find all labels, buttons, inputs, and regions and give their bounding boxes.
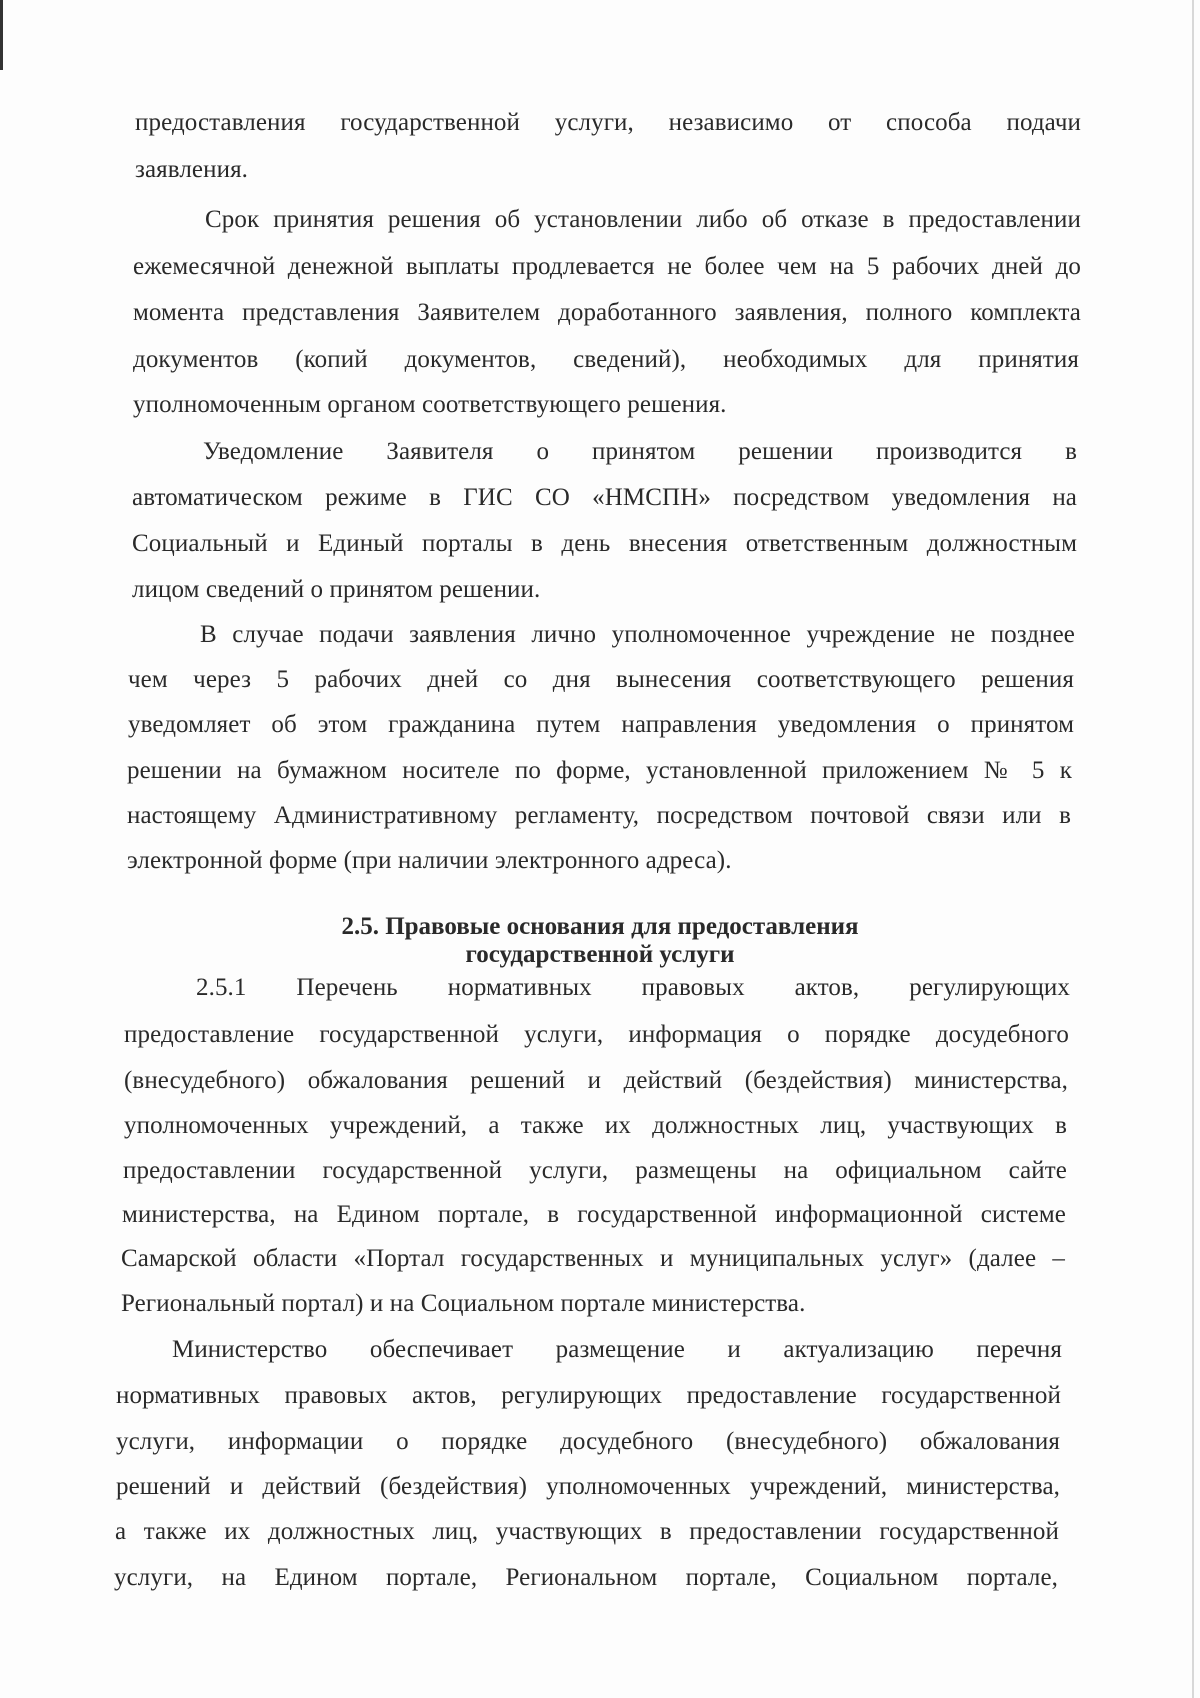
text-line: Социальный и Единый порталы в день внесения ответственным должностным — [132, 530, 1077, 557]
scan-edge-mark — [0, 0, 3, 70]
text-line: момента представления Заявителем доработанного заявления, полного комплекта — [133, 299, 1081, 326]
text-line: Министерство обеспечивает размещение и актуализацию перечня — [172, 1336, 1062, 1363]
text-line: услуги, информации о порядке досудебного (внесудебного) обжалования — [116, 1428, 1060, 1455]
text-line: В случае подачи заявления лично уполномоченное учреждение не позднее — [200, 621, 1075, 648]
text-line: предоставления государственной услуги, независимо от способа подачи — [135, 109, 1081, 136]
text-line: (внесудебного) обжалования решений и действий (бездействия) министерства, — [124, 1067, 1068, 1094]
text-line: предоставлении государственной услуги, размещены на официальном сайте — [123, 1157, 1067, 1184]
text-line: нормативных правовых актов, регулирующих предоставление государственной — [116, 1382, 1061, 1409]
text-line: решении на бумажном носителе по форме, установленной приложением № 5 к — [127, 757, 1072, 784]
text-line: министерства, на Едином портале, в государственной информационной системе — [122, 1201, 1066, 1228]
text-line: лицом сведений о принятом решении. — [132, 576, 541, 603]
text-line: настоящему Административному регламенту, посредством почтовой связи или в — [127, 802, 1071, 829]
text-line: Срок принятия решения об установлении либо об отказе в предоставлении — [205, 206, 1081, 233]
text-line: услуги, на Едином портале, Региональном портале, Социальном портале, — [114, 1564, 1058, 1591]
scan-edge-shadow — [1192, 0, 1194, 1698]
text-line: а также их должностных лиц, участвующих в предоставлении государственной — [115, 1518, 1059, 1545]
text-line: чем через 5 рабочих дней со дня вынесения соответствующего решения — [128, 666, 1074, 693]
text-line: предоставление государственной услуги, информация о порядке досудебного — [124, 1021, 1069, 1048]
text-line: 2.5.1 Перечень нормативных правовых актов, регулирующих — [196, 974, 1070, 1001]
section-heading-line: государственной услуги — [465, 941, 735, 968]
text-line: уведомляет об этом гражданина путем направления уведомления о принятом — [128, 711, 1074, 738]
text-line: уполномоченным органом соответствующего решения. — [133, 391, 727, 418]
text-line: Уведомление Заявителя о принятом решении производится в — [203, 438, 1077, 465]
text-line: автоматическом режиме в ГИС СО «НМСПН» посредством уведомления на — [132, 484, 1077, 511]
text-line: Региональный портал) и на Социальном портале министерства. — [121, 1290, 806, 1317]
text-line: решений и действий (бездействия) уполномоченных учреждений, министерства, — [116, 1473, 1060, 1500]
section-heading-line: 2.5. Правовые основания для предоставления — [341, 913, 859, 940]
text-line: Самарской области «Портал государственных и муниципальных услуг» (далее – — [121, 1245, 1065, 1272]
section-heading — [250, 913, 950, 969]
text-line: уполномоченных учреждений, а также их должностных лиц, участвующих в — [124, 1112, 1067, 1139]
text-line: заявления. — [135, 156, 249, 183]
text-line: документов (копий документов, сведений), необходимых для принятия — [133, 346, 1079, 373]
text-line: ежемесячной денежной выплаты продлевается не более чем на 5 рабочих дней до — [133, 253, 1081, 280]
text-line: электронной форме (при наличии электронного адреса). — [127, 847, 732, 874]
